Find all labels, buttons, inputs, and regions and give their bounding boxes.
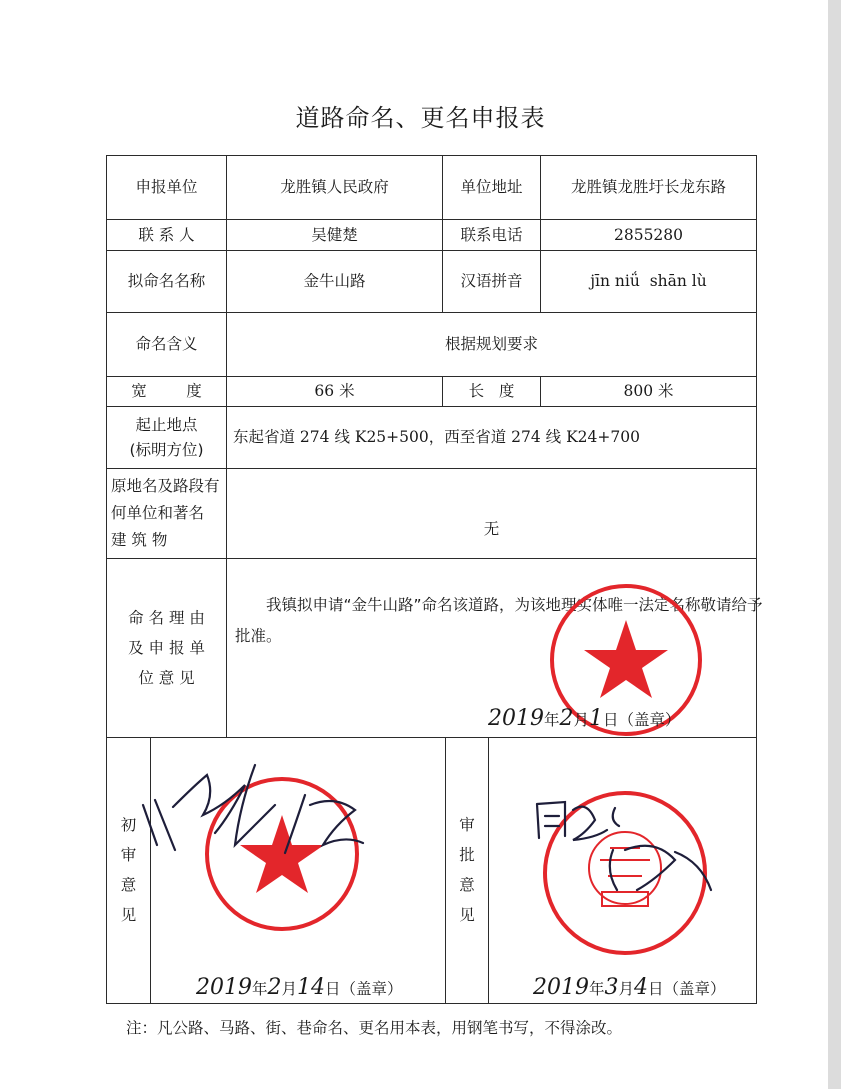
initial-review-signature	[135, 745, 385, 865]
applicant-label: 申报单位	[135, 178, 198, 197]
phone-value: 2855280	[613, 225, 684, 244]
reason-date-year-handwritten: 2019	[488, 706, 544, 731]
origin-value	[227, 469, 756, 587]
reason-date-day-char: 日（盖章）	[603, 711, 681, 729]
reason-label	[107, 559, 226, 737]
endpoints-label	[107, 407, 226, 468]
reason-date-day-handwritten: 1	[589, 706, 604, 731]
origin-label-line3: 建 筑 物	[111, 531, 168, 550]
pinyin-label: 汉语拼音	[460, 272, 523, 291]
phone-label: 联系电话	[460, 225, 523, 244]
endpoints-label-line1: 起止地点	[135, 415, 198, 434]
origin-value-text: 无	[483, 519, 500, 538]
address-value: 龙胜镇龙胜圩长龙东路	[570, 178, 726, 197]
initial-review-date-month-char: 月	[281, 980, 298, 998]
table-border-bottom	[106, 1003, 757, 1004]
footnote: 注：凡公路、马路、街、巷命名、更名用本表，用钢笔书写，不得涂改。	[126, 1019, 623, 1037]
initial-review-date-year-char: 年	[252, 980, 268, 998]
origin-label-line1: 原地名及路段有	[111, 476, 220, 495]
approval-date-month-handwritten: 3	[604, 975, 619, 1000]
reason-date-month-handwritten: 2	[559, 706, 574, 731]
width-label: 宽 度	[131, 382, 202, 401]
endpoints-label-line2: (标明方位)	[129, 440, 204, 459]
reason-date	[488, 706, 681, 731]
initial-review-label-char4: 见	[120, 906, 137, 925]
pinyin-value: jīn niǘ shān lù	[590, 272, 707, 291]
approval-label-char1: 审	[459, 815, 475, 834]
initial-review-date-day-handwritten: 14	[297, 975, 326, 1000]
approval-label-char2: 批	[459, 845, 475, 864]
contact-label: 联 系 人	[138, 225, 195, 244]
initial-review-date	[196, 975, 403, 1000]
reason-label-line3: 位 意 见	[138, 669, 195, 688]
initial-review-date-month-handwritten: 2	[267, 975, 282, 1000]
address-label: 单位地址	[460, 178, 523, 197]
approval-label-char3: 意	[459, 876, 475, 894]
contact-value: 吴健楚	[311, 225, 358, 244]
approval-signature	[525, 790, 725, 900]
origin-label	[107, 469, 226, 558]
length-value: 800 米	[623, 382, 674, 401]
initial-review-label-char2: 审	[120, 845, 137, 864]
approval-date-day-char: 日（盖章）	[648, 980, 726, 998]
initial-review-label-char3: 意	[120, 876, 137, 894]
reason-label-line2: 及 申 报 单	[128, 638, 205, 657]
reason-label-line1: 命 名 理 由	[128, 608, 205, 627]
width-value: 66 米	[314, 382, 355, 401]
initial-review-date-year-handwritten: 2019	[196, 975, 252, 1000]
approval-date-year-char: 年	[589, 980, 605, 998]
approval-label-char4: 见	[459, 906, 475, 925]
approval-date-day-handwritten: 4	[634, 975, 649, 1000]
initial-review-label-char1: 初	[120, 815, 137, 834]
proposed-name-value: 金牛山路	[303, 272, 366, 291]
initial-review-date-day-char: 日（盖章）	[325, 980, 403, 998]
meaning-label: 命名含义	[135, 335, 198, 354]
applicant-value: 龙胜镇人民政府	[280, 178, 389, 197]
reason-text: 我镇拟申请“金牛山路”命名该道路，为该地理实体唯一法定名称敬请给予批准。	[235, 596, 763, 645]
page-title: 道路命名、更名申报表	[295, 104, 546, 132]
approval-date-month-char: 月	[618, 980, 635, 998]
approval-date-year-handwritten: 2019	[533, 975, 589, 1000]
approval-label	[446, 800, 488, 940]
proposed-name-label: 拟命名名称	[127, 272, 206, 291]
table-border-right	[756, 155, 757, 1004]
approval-date	[533, 975, 726, 1000]
reason-date-year-char: 年	[544, 711, 560, 729]
endpoints-value: 东起省道 274 线 K25+500，西至省道 274 线 K24+700	[233, 428, 640, 447]
meaning-value: 根据规划要求	[444, 335, 538, 354]
table-col-rule	[488, 737, 489, 1003]
origin-label-line2: 何单位和著名	[111, 503, 205, 522]
length-label: 长 度	[468, 382, 515, 401]
reason-date-month-char: 月	[573, 711, 590, 729]
